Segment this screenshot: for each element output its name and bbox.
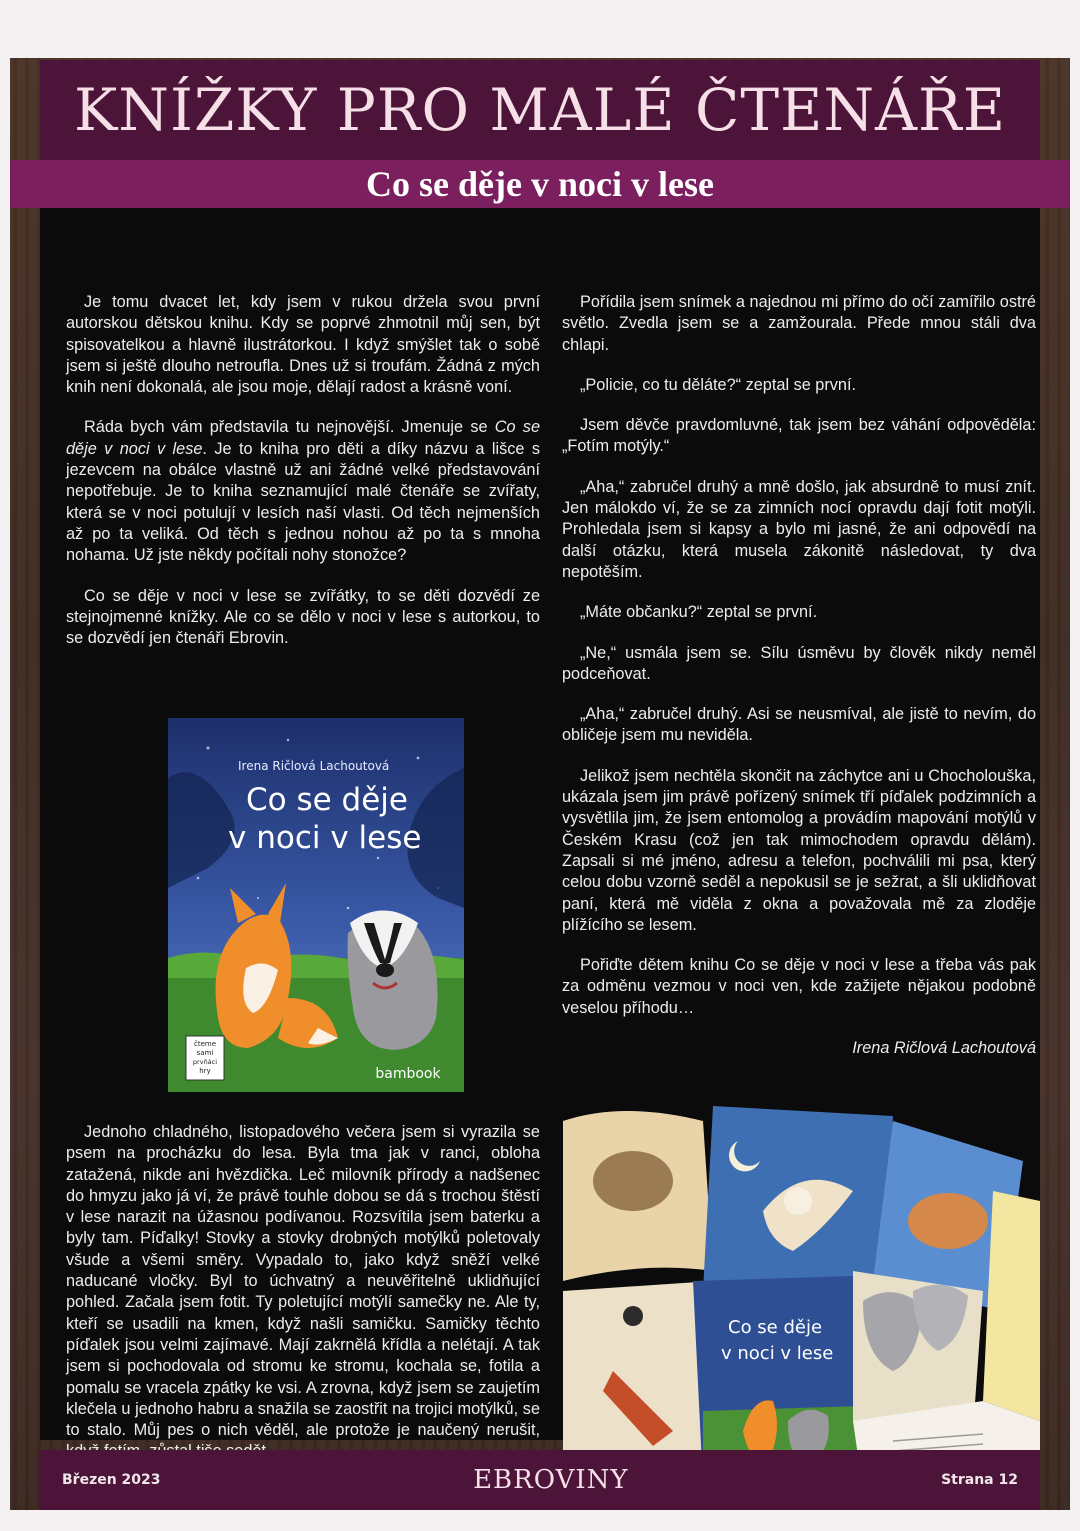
left-column-top [66, 292, 540, 668]
collage-cover-title-line2: v noci v lese [721, 1343, 834, 1364]
paragraph: Pořiďte dětem knihu Co se děje v noci v lese a třeba vás pak za odměnu vezmou v noci ven, kde zažijete nějakou podobně veselou příhodu… [562, 956, 1036, 1017]
paragraph: „Aha,“ zabručel druhý a mně došlo, jak absurdně to musí znít. Jen málokdo ví, že se za zimních nocí opravdu dají fotit motýli. Prohledala jsem si kapsy a bylo mi jasné, že ani odpovědí na další otázku, která musela zákonitě následovat, ty dva nepotěším. [562, 477, 1036, 581]
paragraph: „Ne,“ usmála jsem se. Sílu úsměvu by člověk nikdy neměl podceňovat. [562, 643, 1036, 683]
footer-page-number: Strana 12 [941, 1472, 1018, 1488]
paragraph [66, 417, 540, 566]
book-cover-image [168, 718, 464, 1092]
article-panel [40, 208, 1040, 1440]
badge-line2: sami [196, 1049, 214, 1057]
book-pages-collage-image [563, 1101, 1040, 1491]
page [10, 58, 1070, 1510]
article-subtitle: Co se děje v noci v lese [366, 164, 714, 204]
paragraph: „Aha,“ zabručel druhý. Asi se neusmíval, ale jistě to nevím, do obličeje jsem mu neviděla. [562, 705, 1036, 745]
paragraph: Jelikož jsem nechtěla skončit na záchytce ani u Chocholouška, ukázala jsem jim právě pořízený snímek tří píďalek podzimních a vysvětlila jim, že jsem entomolog a provádím mapování motýlů v Českém Krasu (což jen tak mimochodem opravdu dělám). Zapsali si mé jméno, adresu a telefon, pochválili mi psa, který celou dobu vzorně seděl a nepokusil se je sežrat, a šli uklidňovat paní, která mě viděla z okna a považovala mě za zloděje plížícího se lesem. [562, 766, 1036, 934]
subtitle-banner [10, 160, 1070, 208]
paragraph: Pořídila jsem snímek a najednou mi přímo do očí zamířilo ostré světlo. Zvedla jsem se a zamžourala. Přede mnou stáli dva chlapi. [562, 293, 1036, 354]
paragraph: Jsem děvče pravdomluvné, tak jsem bez váhání odpověděla: „Fotím motýly.“ [562, 416, 1036, 456]
collage-illustration [563, 1101, 1040, 1491]
badge-line4: hry [199, 1067, 211, 1075]
paragraph: „Máte občanku?“ zeptal se první. [580, 603, 818, 622]
book-title-italic: Co se děje v noci v lese [66, 418, 540, 458]
footer-date: Březen 2023 [62, 1472, 161, 1488]
badge-line3: prvňáci [192, 1058, 218, 1066]
left-column-bottom [66, 1122, 540, 1482]
text-run: . Je to kniha pro děti a díky názvu a lišce s jezevcem na obálce vlastně už ani žádné velké představování nepotřebuje. Je to kniha seznamující malé čtenáře se zvířaty, která se v noci potulují v lesích naší vlasti. Od těch nejmenších až po ta veliká. Od těch s jednou nohou až po ta s mnoha nohama. Už jste někdy počítali nohy stonožce? [66, 439, 540, 565]
footer-brand: EBROVINY [473, 1465, 629, 1495]
paragraph: Jednoho chladného, listopadového večera jsem si vyrazila se psem na procházku do lesa. Byla tma jak v ranci, obloha zatažená, nikde ani hvězdička. Leč milovník přírody a nadšenec do hmyzu jako já ví, že právě touhle dobou se dá s trochou štěstí v lese narazit na úžasnou podívanou. Rozsvítila jsem baterku a byly tam. Píďalky! Stovky a stovky drobných motýlků poletovaly všude a všemi směry. Vypadalo to, jako když sněží velké naducané vločky. Byl to úchvatný a neuvěřitelně uklidňující pohled. Začala jsem fotit. Ty poletující motýlí samečky ne. Ale ty, kteří se usadili na kmen, když našli samičku. Samičky těchto píďalek jsou velmi zajímavé. Mají zakrnělá křídla a nelétají. A tak jsem si pochodovala od stromu ke stromu, kochala se, fotila a pomalu se vracela zpátky ke vsi. A zrovna, když jsem se zaujetím klečela u jednoho habru a snažila se zaostřit na trojici motýlků, se to stalo. Můj pes o nich věděl, ale protože je naučený nerušit, [66, 1123, 540, 1440]
cover-title-line1: Co se děje [246, 782, 408, 818]
cover-publisher: bambook [375, 1066, 441, 1082]
page-title: KNÍŽKY PRO MALÉ ČTENÁŘE [73, 76, 1007, 144]
book-cover-illustration [168, 718, 464, 1092]
paragraph: Co se děje v noci v lese se zvířátky, to se děti dozvědí ze stejnojmenné knížky. Ale co se dělo v noci v lese s autorkou, to se dozvědí jen čtenáři Ebrovin. [66, 586, 540, 648]
paragraph: „Policie, co tu děláte?“ zeptal se první. [580, 375, 857, 394]
text-run: Ráda bych vám představila tu nejnovější. Jmenuje se [84, 418, 488, 437]
badge-line1: čteme [193, 1040, 217, 1048]
collage-cover-title-line1: Co se děje [728, 1317, 823, 1338]
cover-author: Irena Ričlová Lachoutová [238, 759, 390, 773]
author-signature: Irena Ričlová Lachoutová [852, 1039, 1036, 1058]
title-banner [40, 60, 1040, 160]
right-column [562, 292, 1036, 1078]
cover-title-line2: v noci v lese [228, 820, 422, 856]
paragraph: Je tomu dvacet let, kdy jsem v rukou držela svou první autorskou dětskou knihu. Kdy se poprvé zhmotnil můj sen, být spisovatelkou a hlavně ilustrátorkou. I když smýšlet tak o sobě jsem si ještě dlouho netroufla. Dnes už si troufám. Žádná z mých knih není dokonalá, ale jsou moje, dělají radost a krásně voní. [66, 293, 540, 397]
footer [40, 1450, 1040, 1510]
